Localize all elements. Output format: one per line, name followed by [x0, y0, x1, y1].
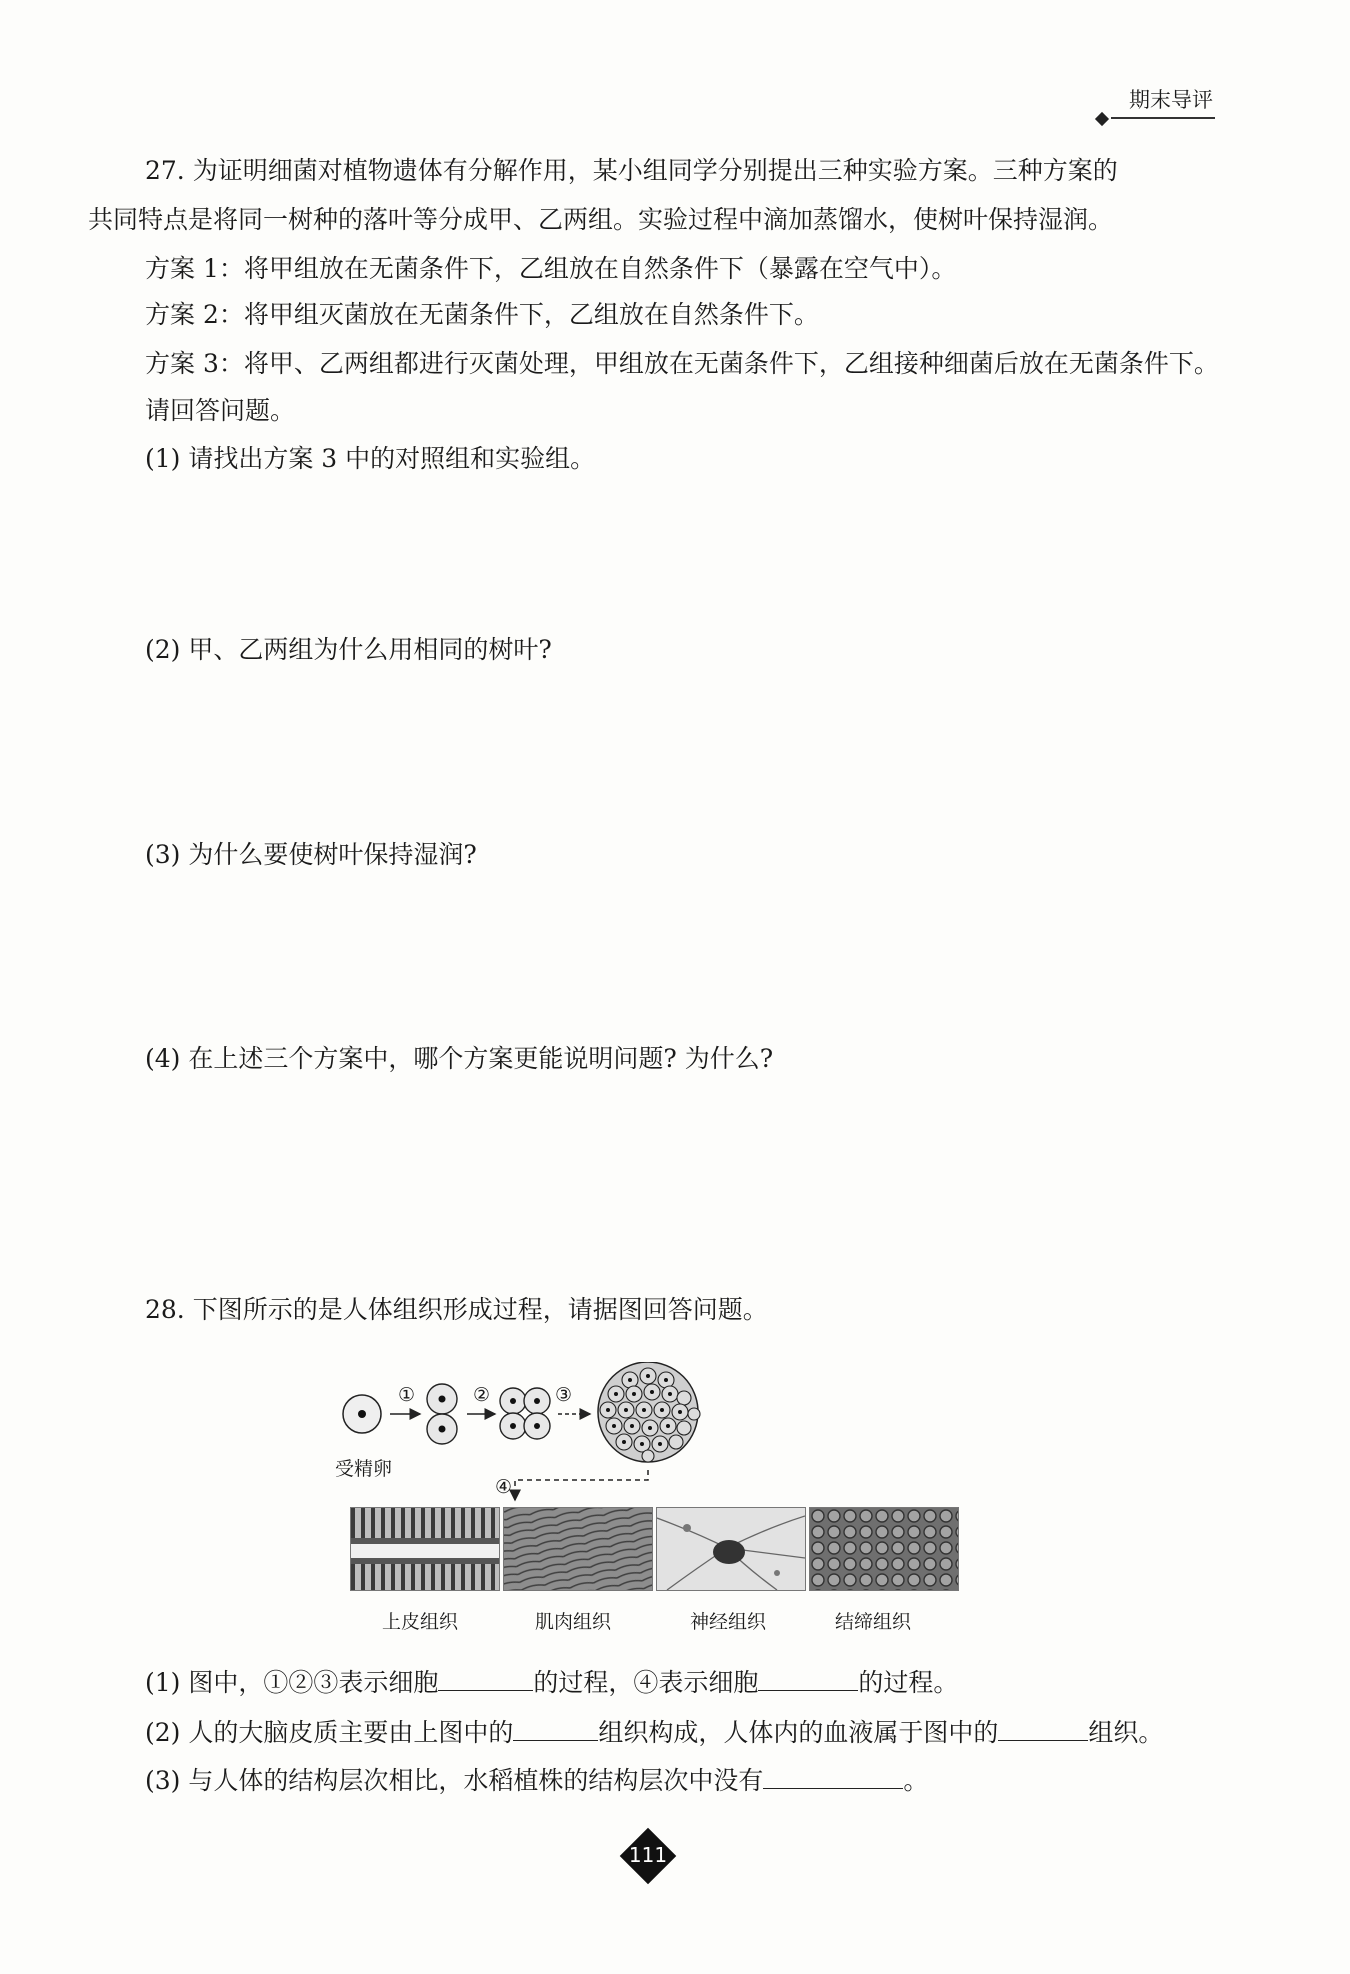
q27-line1: 27. 为证明细菌对植物遗体有分解作用，某小组同学分别提出三种实验方案。三种方案的: [145, 156, 1118, 185]
q27-sub2: (2) 甲、乙两组为什么用相同的树叶?: [145, 635, 552, 664]
page-number-text: 111: [628, 1843, 668, 1867]
diamond-icon: [1095, 112, 1109, 126]
q27-plan2: 方案 2：将甲组灭菌放在无菌条件下，乙组放在自然条件下。: [145, 300, 819, 329]
muscle-tissue-image: [503, 1507, 653, 1591]
q27-plan3: 方案 3：将甲、乙两组都进行灭菌处理，甲组放在无菌条件下，乙组接种细菌后放在无菌条件下。: [145, 349, 1219, 378]
q28-sub2: (2) 人的大脑皮质主要由上图中的 组织构成，人体内的血液属于图中的 组织。: [145, 1718, 1164, 1747]
connective-tissue-label: 结缔组织: [835, 1611, 912, 1633]
q27-sub4: (4) 在上述三个方案中，哪个方案更能说明问题? 为什么?: [145, 1044, 774, 1073]
q28-stem: 28. 下图所示的是人体组织形成过程，请据图回答问题。: [145, 1295, 768, 1324]
tissue-formation-figure: [330, 1362, 980, 1647]
q27-prompt: 请回答问题。: [145, 396, 296, 425]
cell-mass: [598, 1362, 700, 1462]
nerve-tissue-image: [656, 1507, 806, 1591]
answer-blank-4[interactable]: [998, 1716, 1088, 1741]
muscle-tissue-label: 肌肉组织: [535, 1611, 612, 1633]
answer-blank-5[interactable]: [763, 1764, 903, 1789]
step-2-label: ②: [473, 1384, 491, 1406]
q28-sub3: (3) 与人体的结构层次相比，水稻植株的结构层次中没有 。: [145, 1766, 929, 1795]
step-1-label: ①: [398, 1384, 416, 1406]
step-4-label: ④: [495, 1476, 513, 1498]
q27-line2: 共同特点是将同一树种的落叶等分成甲、乙两组。实验过程中滴加蒸馏水，使树叶保持湿润。: [88, 205, 1114, 234]
page-number: [620, 1828, 676, 1884]
q27-plan1: 方案 1：将甲组放在无菌条件下，乙组放在自然条件下（暴露在空气中）。: [145, 254, 957, 283]
fertilized-egg-label: 受精卵: [335, 1458, 393, 1480]
page-header: [1097, 84, 1215, 119]
four-cell-stage: [500, 1388, 550, 1439]
answer-blank-1[interactable]: [438, 1666, 533, 1691]
connective-tissue-image: [809, 1507, 959, 1591]
nerve-tissue-label: 神经组织: [690, 1611, 767, 1633]
answer-blank-2[interactable]: [758, 1666, 858, 1691]
answer-blank-3[interactable]: [513, 1716, 598, 1741]
q27-sub3: (3) 为什么要使树叶保持湿润?: [145, 840, 477, 869]
two-cell-stage: [427, 1384, 457, 1444]
fertilized-egg-cell: [343, 1395, 381, 1433]
epithelial-tissue-image: [350, 1507, 500, 1591]
cell-division-diagram: [330, 1362, 980, 1647]
q27-sub1: (1) 请找出方案 3 中的对照组和实验组。: [145, 444, 596, 473]
header-title: 期末导评: [1111, 84, 1215, 119]
epithelial-tissue-label: 上皮组织: [382, 1611, 459, 1633]
q28-sub1: (1) 图中，①②③表示细胞 的过程，④表示细胞 的过程。: [145, 1668, 959, 1697]
step-3-label: ③: [555, 1384, 573, 1406]
